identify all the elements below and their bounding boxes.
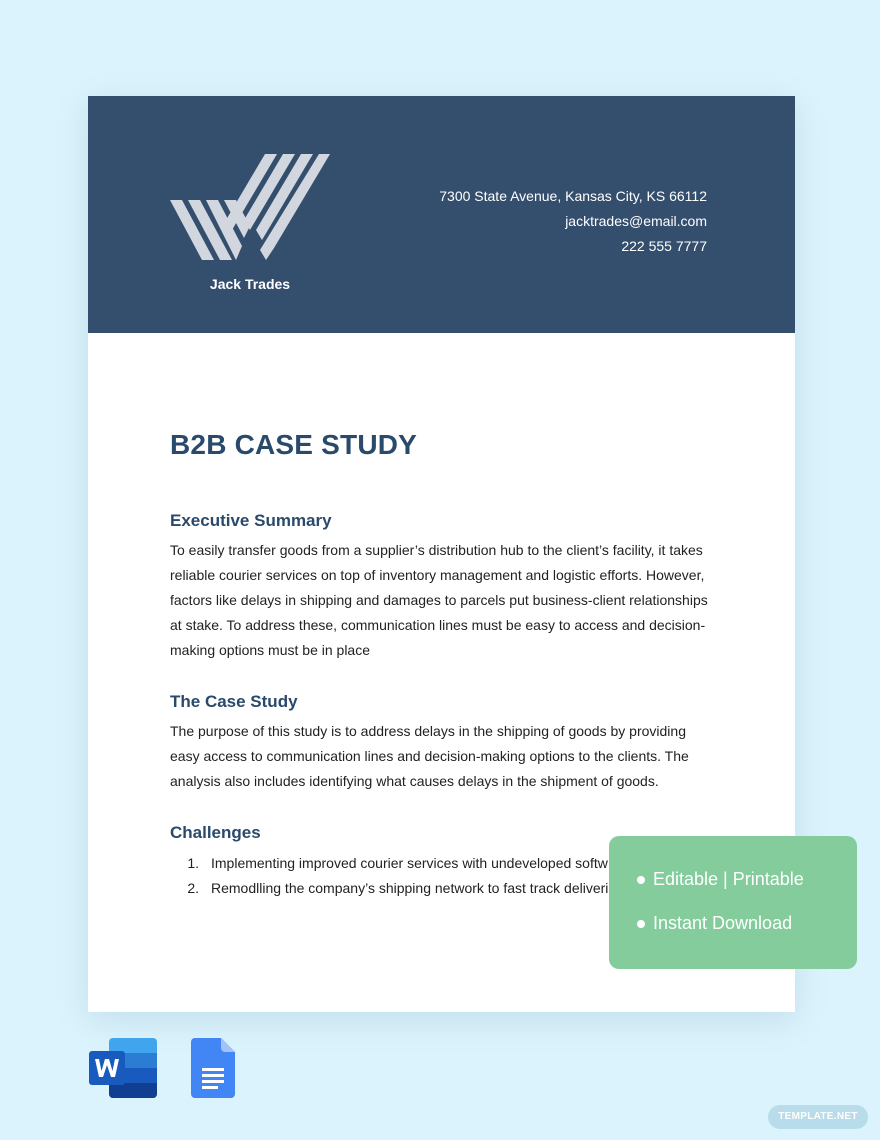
list-item-text: Implementing improved courier services with undeveloped softw — [211, 855, 608, 871]
list-item-number: 1. — [187, 855, 199, 871]
list-item-text: Remodlling the company’s shipping network to fast track deliveri — [211, 880, 609, 896]
challenges-heading: Challenges — [170, 823, 261, 842]
microsoft-word-icon[interactable] — [89, 1038, 157, 1098]
list-item-number: 2. — [187, 880, 199, 896]
badge-item-label: Editable | Printable — [653, 869, 804, 889]
contact-email: jacktrades@email.com — [565, 213, 707, 229]
template-net-watermark: TEMPLATE.NET — [768, 1105, 868, 1129]
contact-address: 7300 State Avenue, Kansas City, KS 66112 — [439, 188, 707, 204]
badge-item-download — [637, 913, 792, 934]
executive-summary-heading: Executive Summary — [170, 511, 332, 530]
case-study-heading: The Case Study — [170, 692, 298, 711]
executive-summary-body: To easily transfer goods from a supplier’s distribution hub to the client’s facility, it takes reliable courier services on top of inventory management and logistic efforts. However, factors like delays in shipping and damages to parcels put business-client relationships at stake. To address these, communication lines must be easy to access and decision-making options must be in place — [170, 542, 708, 658]
company-name: Jack Trades — [209, 276, 291, 292]
document-header — [88, 96, 795, 333]
google-docs-icon[interactable] — [191, 1038, 235, 1098]
bullet-icon — [637, 920, 645, 928]
feature-badge — [609, 836, 857, 969]
bullet-icon — [637, 876, 645, 884]
case-study-body: The purpose of this study is to address delays in the shipping of goods by providing easy access to communication lines and decision-making options to the clients. The analysis also includes identifying what causes delays in the shipment of goods. — [170, 723, 689, 789]
badge-item-editable — [637, 869, 804, 890]
contact-phone: 222 555 7777 — [621, 238, 707, 254]
document-title: B2B CASE STUDY — [170, 429, 418, 460]
contact-info — [439, 184, 707, 259]
company-logo — [170, 152, 330, 264]
badge-item-label: Instant Download — [653, 913, 793, 933]
